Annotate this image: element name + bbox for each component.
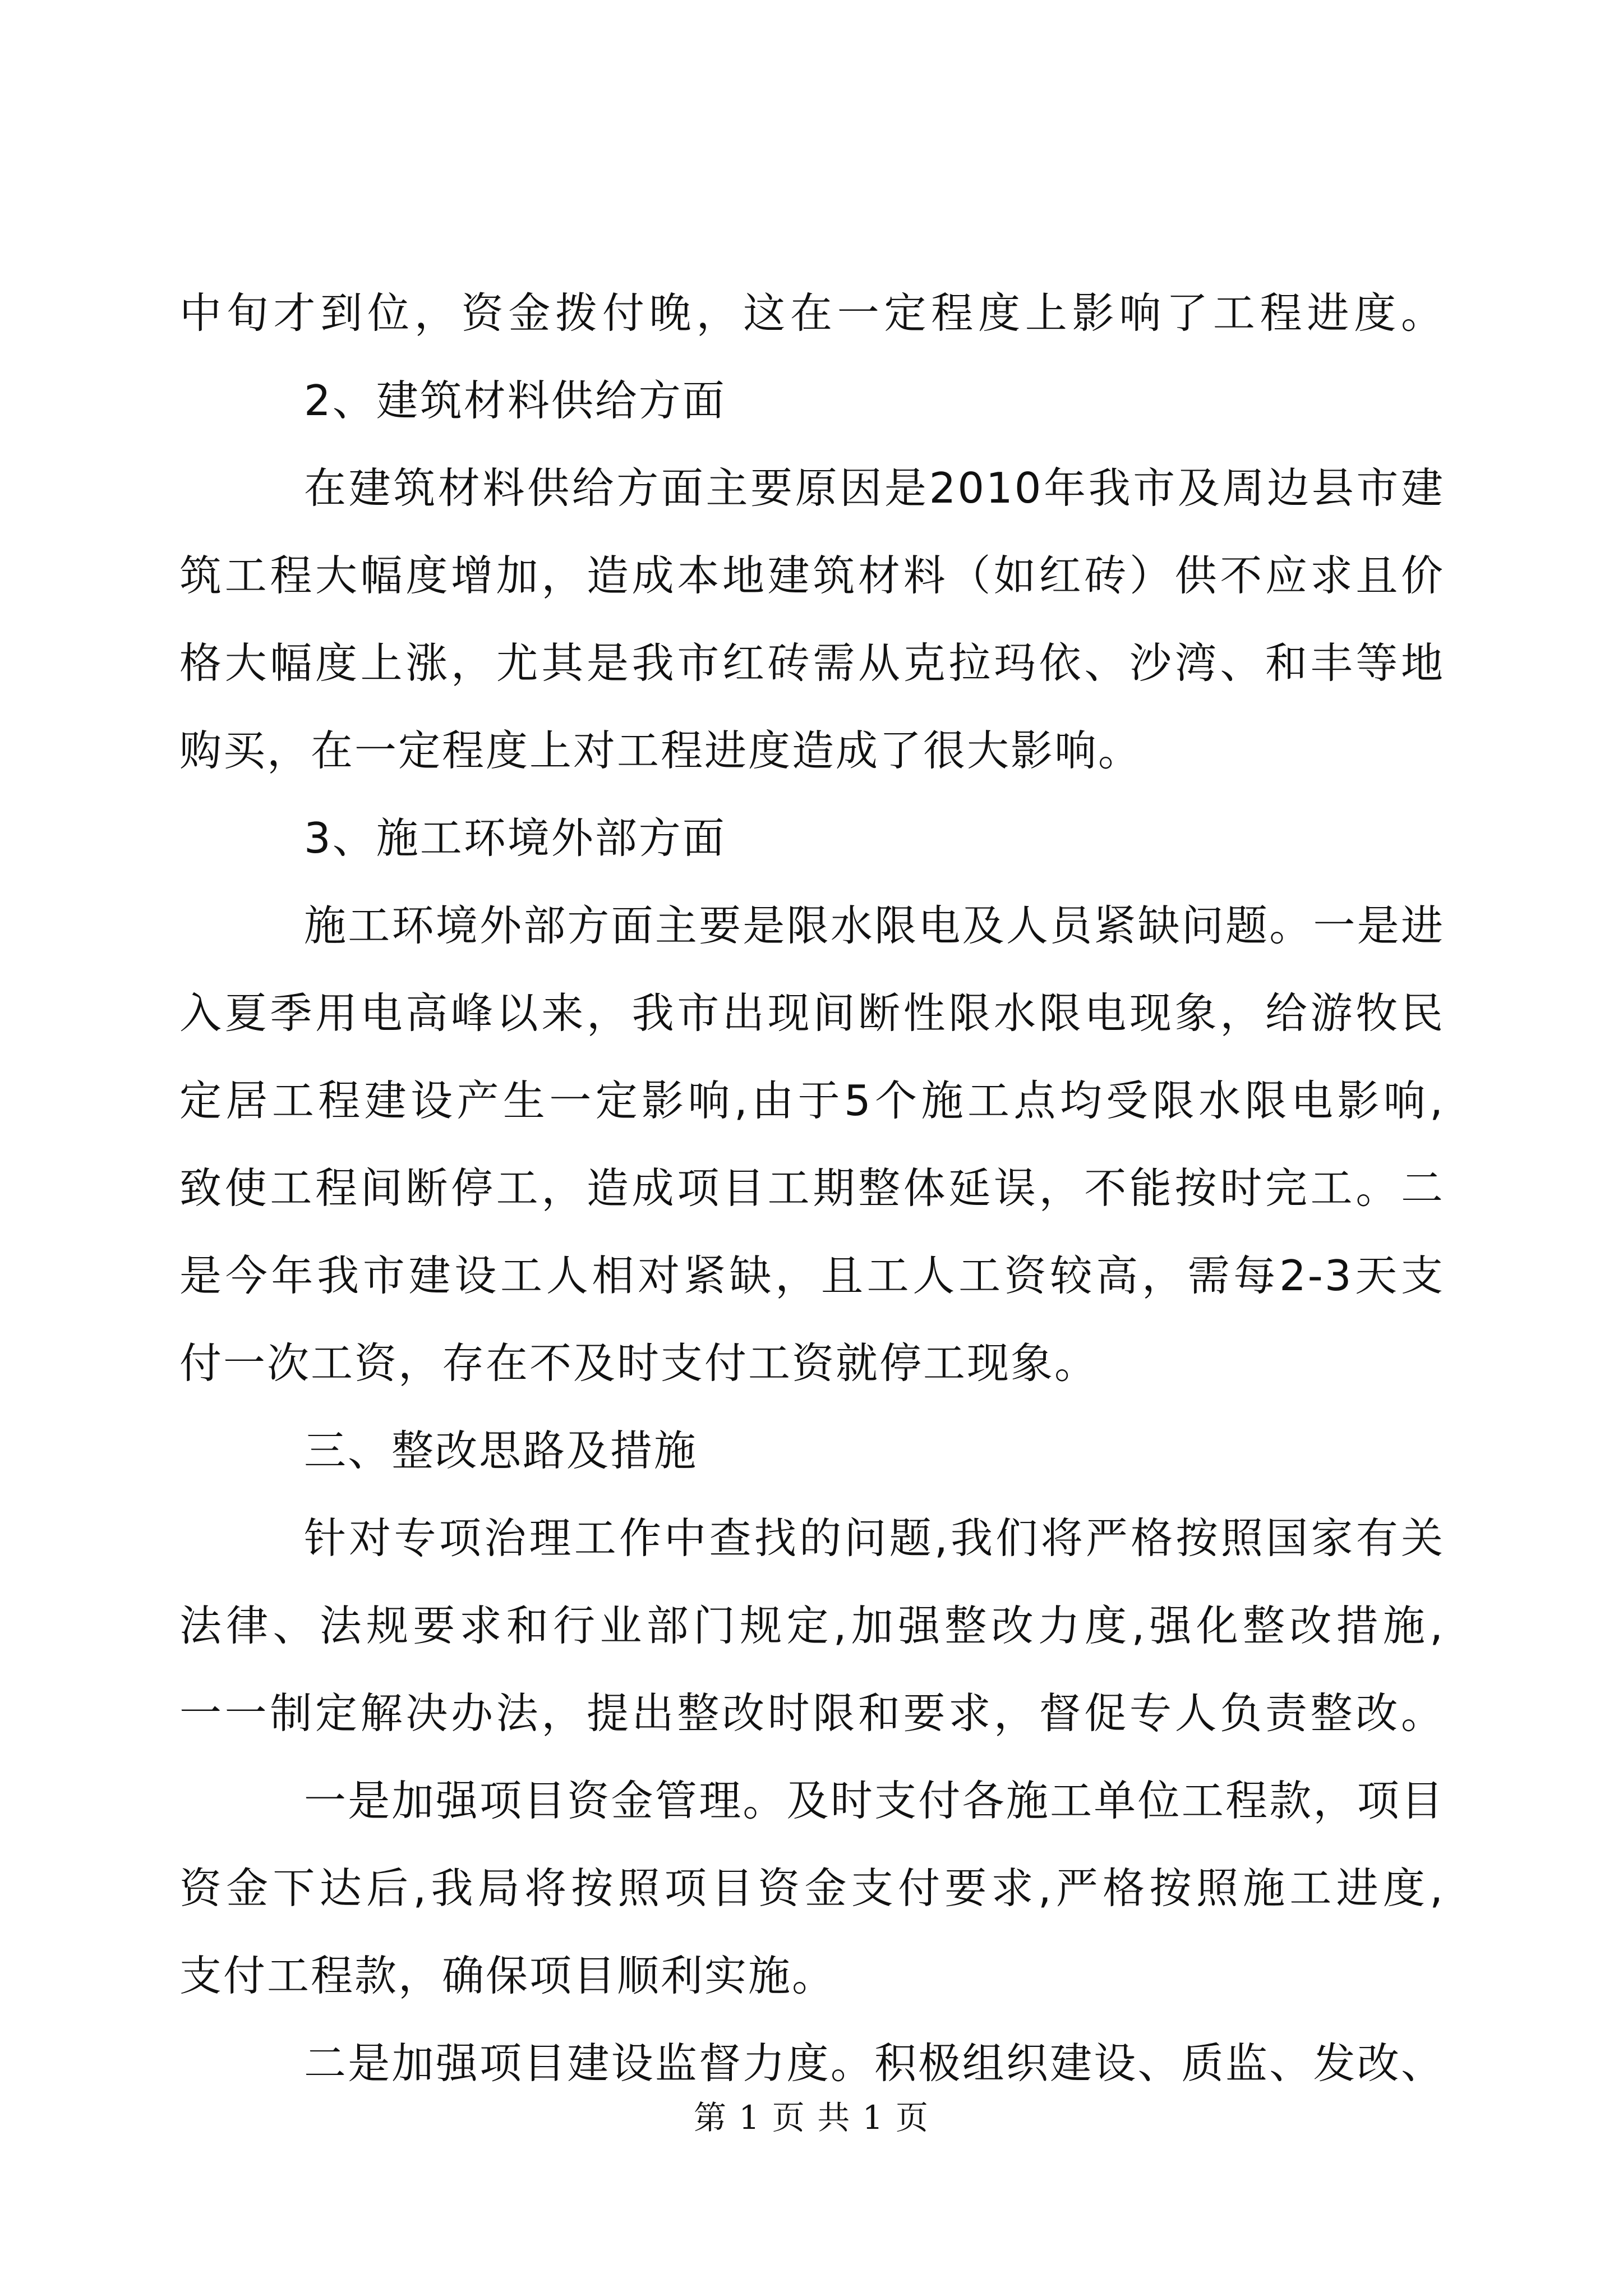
text-line: 二是加强项目建设监督力度。积极组织建设、质监、发改、	[304, 2039, 1445, 2088]
text-line: 格大幅度上涨，尤其是我市红砖需从克拉玛依、沙湾、和丰等地	[179, 638, 1445, 688]
text-line: 付一次工资，存在不及时支付工资就停工现象。	[179, 1338, 1099, 1388]
text-line: 在建筑材料供给方面主要原因是2010年我市及周边县市建	[304, 463, 1445, 513]
text-line: 入夏季用电高峰以来，我市出现间断性限水限电现象，给游牧民	[179, 988, 1445, 1038]
text-line: 购买，在一定程度上对工程进度造成了很大影响。	[179, 726, 1142, 775]
text-line: 支付工程款，确保项目顺利实施。	[179, 1951, 836, 2000]
text-line: 中旬才到位，资金拨付晚，这在一定程度上影响了工程进度。	[179, 288, 1445, 338]
text-line: 是今年我市建设工人相对紧缺，且工人工资较高，需每2-3天支	[179, 1251, 1445, 1300]
text-line: 法律、法规要求和行业部门规定,加强整改力度,强化整改措施,	[179, 1601, 1445, 1650]
text-line: 施工环境外部方面主要是限水限电及人员紧缺问题。一是进	[304, 901, 1445, 950]
text-line: 针对专项治理工作中查找的问题,我们将严格按照国家有关	[304, 1513, 1445, 1563]
page-number-footer: 第 1 页 共 1 页	[694, 2099, 929, 2137]
text-line: 一是加强项目资金管理。及时支付各施工单位工程款，项目	[304, 1776, 1445, 1825]
section-heading: 3、施工环境外部方面	[304, 813, 726, 863]
section-heading: 三、整改思路及措施	[304, 1426, 698, 1475]
section-heading: 2、建筑材料供给方面	[304, 376, 726, 425]
text-line: 定居工程建设产生一定影响,由于5个施工点均受限水限电影响,	[179, 1076, 1445, 1125]
document-body	[179, 269, 1445, 2107]
text-line: 一一制定解决办法，提出整改时限和要求，督促专人负责整改。	[179, 1688, 1445, 1738]
text-line: 资金下达后,我局将按照项目资金支付要求,严格按照施工进度,	[179, 1864, 1445, 1913]
text-line: 筑工程大幅度增加，造成本地建筑材料（如红砖）供不应求且价	[179, 551, 1445, 600]
text-line: 致使工程间断停工，造成项目工期整体延误，不能按时完工。二	[179, 1163, 1445, 1213]
